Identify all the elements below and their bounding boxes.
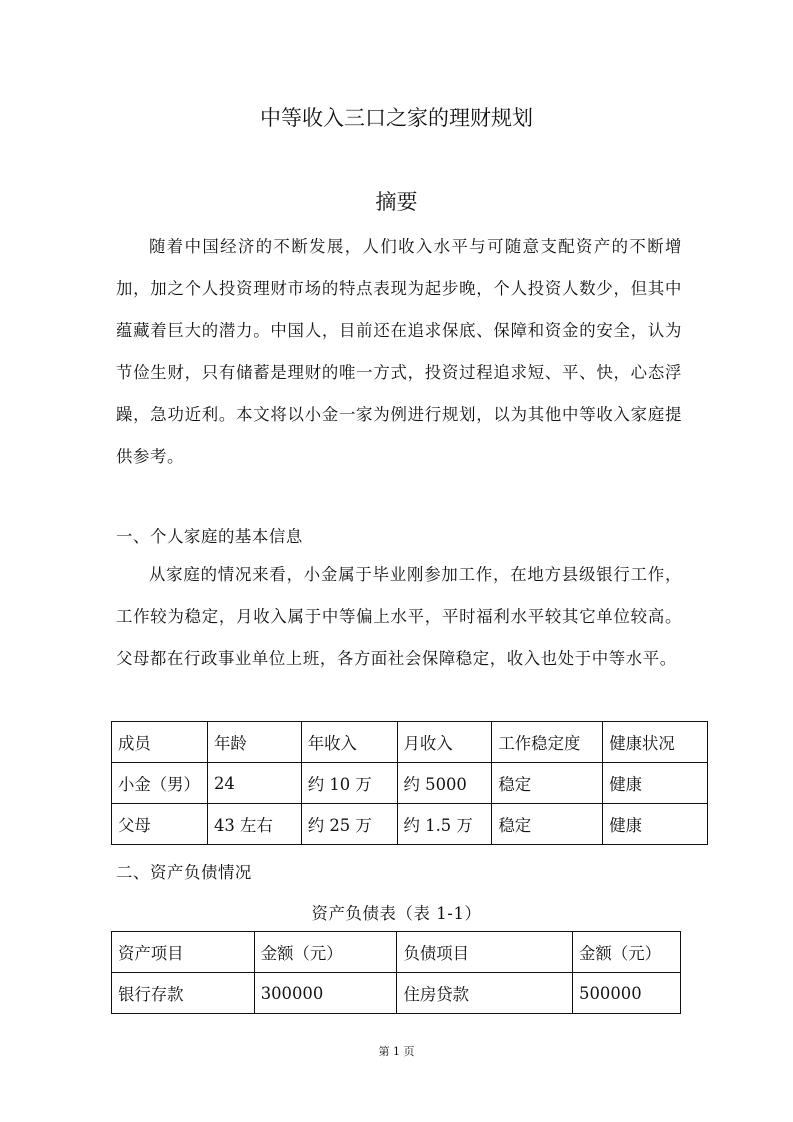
table-row bbox=[112, 763, 708, 804]
table-header-cell: 金额（元） bbox=[573, 932, 681, 973]
document-title: 中等收入三口之家的理财规划 bbox=[260, 106, 533, 130]
table-cell: 约 25 万 bbox=[301, 804, 397, 845]
table-header-cell: 工作稳定度 bbox=[492, 722, 603, 763]
table-header-row bbox=[112, 932, 681, 973]
table-cell: 健康 bbox=[603, 763, 708, 804]
table-header-cell: 年龄 bbox=[207, 722, 301, 763]
table-cell: 小金（男） bbox=[112, 763, 208, 804]
abstract-title: 摘要 bbox=[375, 190, 418, 214]
table-cell: 稳定 bbox=[492, 763, 603, 804]
family-info-table bbox=[111, 721, 708, 845]
balance-sheet-table bbox=[111, 931, 681, 1014]
table-header-cell: 成员 bbox=[112, 722, 208, 763]
table-cell: 稳定 bbox=[492, 804, 603, 845]
table-header-cell: 年收入 bbox=[301, 722, 397, 763]
table-cell: 健康 bbox=[603, 804, 708, 845]
table-header-cell: 资产项目 bbox=[112, 932, 255, 973]
table-header-cell: 月收入 bbox=[397, 722, 492, 763]
table-cell: 500000 bbox=[573, 973, 681, 1014]
table-cell: 约 1.5 万 bbox=[397, 804, 492, 845]
table-row bbox=[112, 973, 681, 1014]
table-cell: 父母 bbox=[112, 804, 208, 845]
table-header-cell: 金额（元） bbox=[254, 932, 397, 973]
table-header-cell: 负债项目 bbox=[397, 932, 573, 973]
section1-heading: 一、个人家庭的基本信息 bbox=[116, 527, 303, 546]
section1-paragraph: 从家庭的情况来看，小金属于毕业刚参加工作，在地方县级银行工作，工作较为稳定，月收入属于中等偏上水平，平时福利水平较其它单位较高。父母都在行政事业单位上班，各方面社会保障稳定，收入也处于中等水平。 bbox=[116, 565, 682, 668]
table-row bbox=[112, 804, 708, 845]
table-cell: 约 5000 bbox=[397, 763, 492, 804]
abstract-paragraph: 随着中国经济的不断发展，人们收入水平与可随意支配资产的不断增加，加之个人投资理财市场的特点表现为起步晚，个人投资人数少，但其中蕴藏着巨大的潜力。中国人，目前还在追求保底、保障和资金的安全，认为节俭生财，只有储蓄是理财的唯一方式，投资过程追求短、平、快，心态浮躁，急功近利。本文将以小金一家为例进行规划，以为其他中等收入家庭提供参考。 bbox=[116, 237, 682, 466]
table-header-cell: 健康状况 bbox=[603, 722, 708, 763]
table-cell: 住房贷款 bbox=[397, 973, 573, 1014]
table-cell: 43 左右 bbox=[207, 804, 301, 845]
table-header-row bbox=[112, 722, 708, 763]
table-cell: 银行存款 bbox=[112, 973, 255, 1014]
page-number-footer: 第 1 页 bbox=[378, 1045, 415, 1058]
section2-heading: 二、资产负债情况 bbox=[116, 863, 252, 882]
table-cell: 300000 bbox=[254, 973, 397, 1014]
table-cell: 约 10 万 bbox=[301, 763, 397, 804]
table-cell: 24 bbox=[207, 763, 301, 804]
table-caption: 资产负债表（表 1-1） bbox=[311, 904, 482, 923]
